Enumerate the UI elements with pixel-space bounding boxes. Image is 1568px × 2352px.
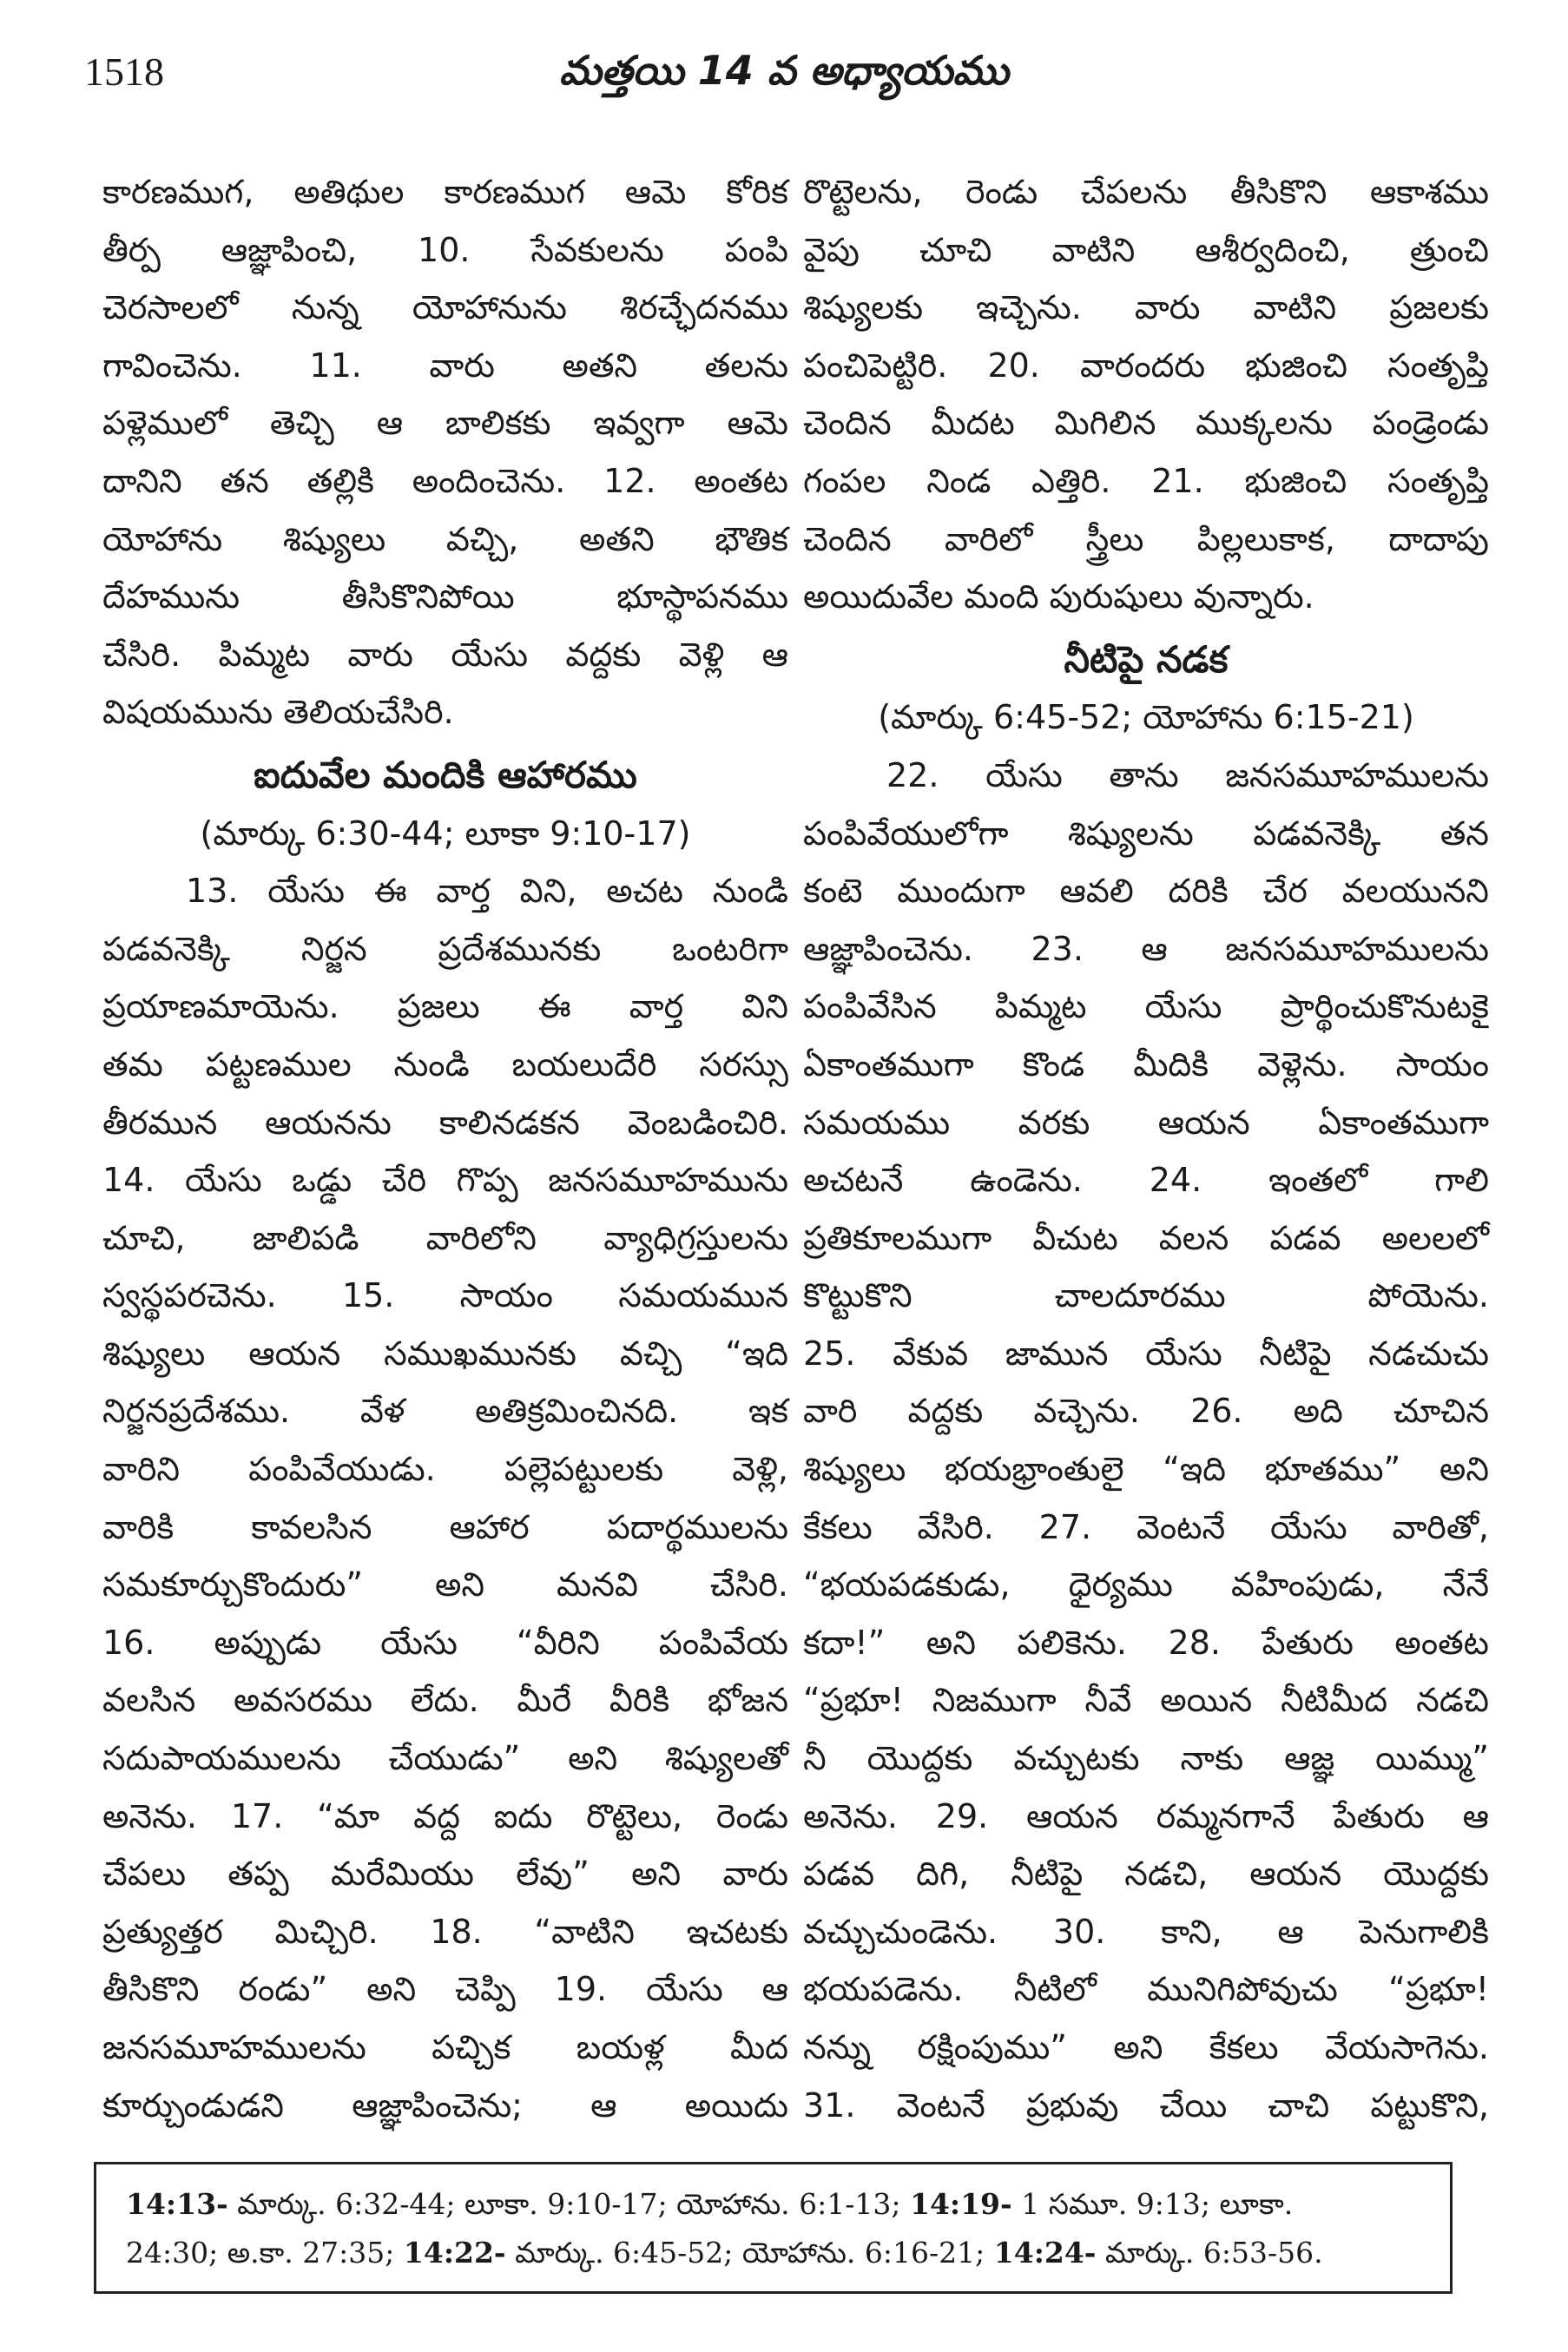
footnote-text: మార్కు. 6:45-52; యోహాను. 6:16-21; — [505, 2236, 994, 2270]
text-line: కదా!” అని పలికెను. 28. పేతురు అంతట — [803, 1623, 1489, 1662]
text-line: సదుపాయములను చేయుడు” అని శిష్యులతో — [102, 1739, 788, 1778]
footnote-verse-ref: 14:19- — [909, 2187, 1012, 2221]
text-line: పడవనెక్కి నిర్జన ప్రదేశమునకు ఒంటరిగా — [102, 929, 788, 968]
footnote-line — [126, 2229, 1424, 2277]
text-line: చెందిన మీదట మిగిలిన ముక్కలను పండ్రెండు — [803, 404, 1489, 443]
paragraph — [102, 163, 788, 741]
text-line: తీరమున ఆయనను కాలినడకన వెంబడించిరి. — [102, 1103, 788, 1142]
text-line: జనసమూహములను పచ్చిక బయళ్ల మీద — [102, 2028, 788, 2066]
text-line: పంపివేసిన పిమ్మట యేసు ప్రార్థించుకొనుటకై — [803, 987, 1489, 1026]
text-line: పళ్లెములో తెచ్చి ఆ బాలికకు ఇవ్వగా ఆమె — [102, 404, 788, 443]
text-line: “ప్రభూ! నిజముగా నీవే అయిన నీటిమీద నడచి — [803, 1681, 1489, 1720]
text-line: తీర్ప ఆజ్ఞాపించి, 10. సేవకులను పంపి — [102, 230, 788, 269]
footnote-line — [126, 2180, 1424, 2229]
text-line: చెరసాలలో నున్న యోహానును శిరచ్ఛేదనము — [102, 288, 788, 327]
paragraph — [803, 163, 1489, 626]
right-column — [803, 163, 1489, 2134]
text-line: శిష్యులకు ఇచ్చెను. వారు వాటిని ప్రజలకు — [803, 288, 1489, 327]
section-heading: నీటిపై నడక — [1064, 637, 1229, 681]
text-line: చెందిన వారిలో స్త్రీలు పిల్లలుకాక, దాదాపు — [803, 519, 1489, 558]
text-line: రొట్టెలను, రెండు చేపలను తీసికొని ఆకాశము — [803, 173, 1489, 211]
text-line: కూర్చుండుడని ఆజ్ఞాపించెను; ఆ అయిదు — [102, 2085, 788, 2125]
text-line: కేకలు వేసిరి. 27. వెంటనే యేసు వారితో, — [803, 1507, 1489, 1546]
text-line: ఆజ్ఞాపించెను. 23. ఆ జనసమూహములను — [803, 929, 1489, 968]
text-line: దానిని తన తల్లికి అందించెను. 12. అంతట — [102, 461, 788, 500]
footnote-verse-ref: 14:13- — [126, 2187, 228, 2221]
text-line: తీసికొని రండు” అని చెప్పి 19. యేసు ఆ — [102, 1970, 788, 2009]
footnote-text: మార్కు. 6:32-44; లూకా. 9:10-17; యోహాను. 6:1-13; — [227, 2187, 910, 2221]
text-line: పంపివేయులోగా శిష్యులను పడవనెక్కి తన — [803, 814, 1489, 853]
text-line: 13. యేసు ఈ వార్త విని, అచట నుండి — [186, 872, 788, 911]
cross-reference: (మార్కు 6:45-52; యోహాను 6:15-21) — [878, 698, 1414, 737]
text-line: పడవ దిగి, నీటిపై నడచి, ఆయన యొద్దకు — [803, 1855, 1489, 1894]
text-line: వలసిన అవసరము లేదు. మీరే వీరికి భోజన — [102, 1681, 788, 1720]
text-line: వారికి కావలసిన ఆహార పదార్థములను — [102, 1507, 788, 1546]
text-line: నీ యొద్దకు వచ్చుటకు నాకు ఆజ్ఞ యిమ్ము” — [803, 1739, 1489, 1778]
text-line: తమ పట్టణముల నుండి బయలుదేరి సరస్సు — [102, 1044, 788, 1084]
text-line: అయిదువేల మంది పురుషులు వున్నారు. — [803, 577, 1314, 616]
text-line: 25. వేకువ జామున యేసు నీటిపై నడచుచు — [803, 1334, 1489, 1373]
text-line: కొట్టుకొని చాలదూరము పోయెను. — [803, 1276, 1489, 1315]
cross-reference: (మార్కు 6:30-44; లూకా 9:10-17) — [200, 814, 691, 853]
text-line: ఏకాంతముగా కొండ మీదికి వెళ్లెను. సాయం — [803, 1044, 1489, 1084]
text-line: ప్రత్యుత్తర మిచ్చిరి. 18. “వాటిని ఇచటకు — [102, 1912, 788, 1951]
footnote-text: 1 సమూ. 9:13; లూకా. — [1011, 2187, 1294, 2221]
text-line: నన్ను రక్షింపుము” అని కేకలు వేయసాగెను. — [803, 2028, 1489, 2066]
text-line: నిర్జనప్రదేశము. వేళ అతిక్రమించినది. ఇక — [102, 1392, 788, 1431]
text-line: శిష్యులు భయభ్రాంతులై “ఇది భూతము” అని — [803, 1450, 1489, 1489]
paragraph — [102, 862, 788, 2134]
text-line: వైపు చూచి వాటిని ఆశీర్వదించి, త్రుంచి — [803, 230, 1489, 269]
text-line: అనెను. 17. “మా వద్ద ఐదు రొట్టెలు, రెండు — [102, 1796, 788, 1835]
text-line: ప్రయాణమాయెను. ప్రజలు ఈ వార్త విని — [102, 987, 788, 1026]
footnote-text: మార్కు. 6:53-56. — [1096, 2236, 1323, 2270]
text-line: అచటనే ఉండెను. 24. ఇంతలో గాలి — [803, 1161, 1489, 1200]
text-line: వారి వద్దకు వచ్చెను. 26. అది చూచిన — [803, 1392, 1489, 1431]
text-line: చేసిరి. పిమ్మట వారు యేసు వద్దకు వెళ్లి ఆ — [102, 635, 788, 674]
paragraph — [803, 747, 1489, 2134]
text-line: సమయము వరకు ఆయన ఏకాంతముగా — [803, 1103, 1489, 1142]
text-line: 14. యేసు ఒడ్డు చేరి గొప్ప జనసమూహమును — [102, 1161, 788, 1200]
text-line: వారిని పంపివేయుడు. పల్లెపట్టులకు వెళ్లి, — [102, 1450, 788, 1489]
text-line: శిష్యులు ఆయన సముఖమునకు వచ్చి “ఇది — [102, 1334, 788, 1373]
text-line: దేహమును తీసికొనిపోయి భూస్థాపనము — [102, 577, 788, 616]
page-number: 1518 — [84, 49, 164, 94]
text-line: “భయపడకుడు, ధైర్యము వహింపుడు, నేనే — [803, 1565, 1489, 1604]
text-line: 31. వెంటనే ప్రభువు చేయి చాచి పట్టుకొని, — [803, 2085, 1489, 2125]
text-line: ప్రతికూలముగా వీచుట వలన పడవ అలలలో — [803, 1218, 1489, 1257]
text-line: అనెను. 29. ఆయన రమ్మనగానే పేతురు ఆ — [803, 1796, 1489, 1835]
text-line: విషయమును తెలియచేసిరి. — [102, 693, 454, 732]
running-title: మత్తయి 14 వ అధ్యాయము — [559, 47, 1009, 94]
text-line: వచ్చుచుండెను. 30. కాని, ఆ పెనుగాలికి — [803, 1912, 1489, 1951]
text-line: చేపలు తప్ప మరేమియు లేవు” అని వారు — [102, 1855, 788, 1894]
text-line: యోహాను శిష్యులు వచ్చి, అతని భౌతిక — [102, 519, 788, 558]
text-line: 16. అప్పుడు యేసు “వీరిని పంపివేయ — [102, 1623, 788, 1662]
section-heading: ఐదువేల మందికి ఆహారము — [254, 753, 637, 796]
text-line: పంచిపెట్టిరి. 20. వారందరు భుజించి సంతృప్తి — [803, 346, 1489, 385]
text-line: చూచి, జాలిపడి వారిలోని వ్యాధిగ్రస్తులను — [102, 1218, 788, 1257]
text-line: 22. యేసు తాను జనసమూహములను — [886, 755, 1489, 794]
text-line: గావించెను. 11. వారు అతని తలను — [102, 346, 788, 385]
text-line: గంపల నిండ ఎత్తిరి. 21. భుజించి సంతృప్తి — [803, 461, 1489, 500]
footnote-text: 24:30; అ.కా. 27:35; — [126, 2236, 404, 2270]
footnote-verse-ref: 14:22- — [403, 2236, 506, 2270]
text-line: కంటె ముందుగా ఆవలి దరికి చేర వలయునని — [803, 872, 1489, 911]
text-line: స్వస్థపరచెను. 15. సాయం సమయమున — [102, 1276, 788, 1315]
footnote-verse-ref: 14:24- — [993, 2236, 1097, 2270]
left-column — [102, 163, 788, 2134]
footnote-box — [94, 2162, 1453, 2294]
text-line: కారణముగ, అతిథుల కారణముగ ఆమె కోరిక — [102, 173, 788, 211]
text-line: సమకూర్చుకొందురు” అని మనవి చేసిరి. — [102, 1565, 788, 1604]
text-line: భయపడెను. నీటిలో మునిగిపోవుచు “ప్రభూ! — [803, 1970, 1489, 2009]
